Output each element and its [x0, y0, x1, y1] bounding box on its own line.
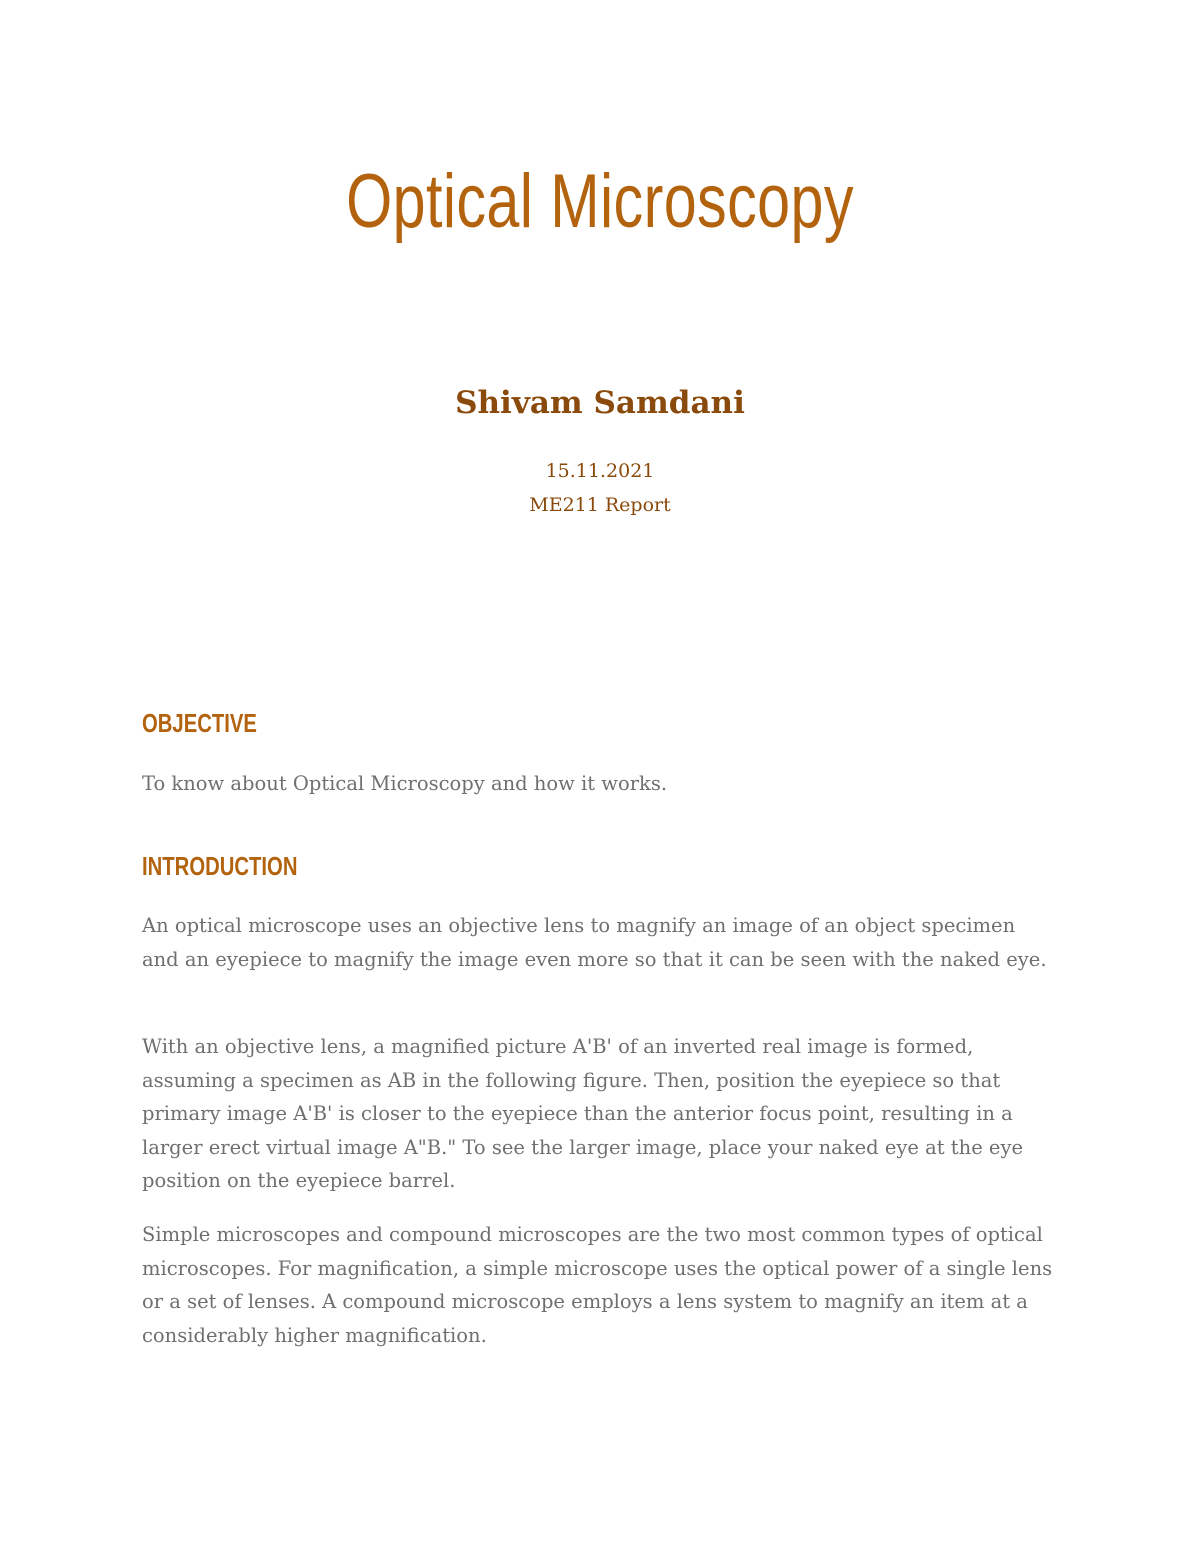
introduction-heading: INTRODUCTION	[142, 851, 298, 881]
author-name: Shivam Samdani	[455, 385, 745, 421]
introduction-paragraph-1: An optical microscope uses an objective lens to magnify an image of an object specimen and an eyepiece to magnify the image even more so that it can be seen with the naked eye.	[142, 914, 1047, 971]
report-label: ME211 Report	[529, 494, 671, 516]
introduction-paragraph-2: With an objective lens, a magnified picture A'B' of an inverted real image is formed, assuming a specimen as AB in the following figure. Then, position the eyepiece so that primary image A'B' is closer to the eyepiece than the anterior focus point, resulting in a larger erect virtual image A"B." To see the larger image, place your naked eye at the eye position on the eyepiece barrel.	[142, 1035, 1024, 1192]
objective-paragraph: To know about Optical Microscopy and how it works.	[142, 772, 668, 795]
document-title: Optical Microscopy	[346, 159, 854, 244]
objective-heading: OBJECTIVE	[142, 708, 257, 738]
report-date: 15.11.2021	[545, 460, 655, 482]
introduction-paragraph-3: Simple microscopes and compound microscopes are the two most common types of optical microscopes. For magnification, a simple microscope uses the optical power of a single lens or a set of lenses. A compound microscope employs a lens system to magnify an item at a considerably higher magnification.	[142, 1223, 1053, 1347]
